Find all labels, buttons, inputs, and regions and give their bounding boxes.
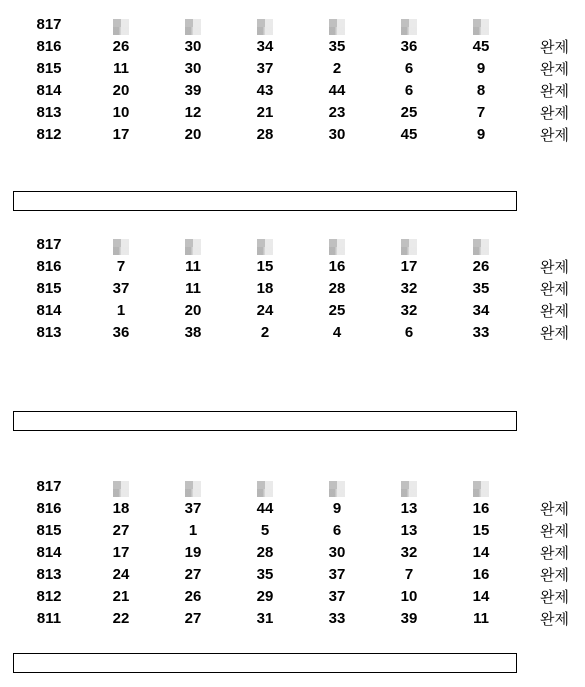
drawn-number: 26 (184, 588, 202, 605)
round-number: 816 (36, 38, 62, 55)
draw-row (0, 278, 585, 300)
status-label: 완제 (540, 522, 569, 540)
drawn-number: 37 (256, 60, 274, 77)
draw-row (0, 322, 585, 344)
drawn-number: 17 (112, 544, 130, 561)
drawn-number: 37 (112, 280, 130, 297)
pixelated-number (473, 239, 489, 255)
pixelated-number (113, 19, 129, 35)
draw-row (0, 124, 585, 146)
pixelated-number (185, 19, 201, 35)
drawn-number: 24 (256, 302, 274, 319)
drawn-number: 14 (472, 544, 490, 561)
drawn-number: 11 (185, 258, 201, 275)
draw-row (0, 564, 585, 586)
masked-row (0, 14, 585, 36)
drawn-number: 17 (400, 258, 418, 275)
drawn-number: 35 (472, 280, 490, 297)
round-number: 813 (36, 566, 62, 583)
drawn-number: 27 (184, 610, 202, 627)
pixelated-number (329, 481, 345, 497)
drawn-number: 10 (400, 588, 418, 605)
round-number: 813 (36, 324, 62, 341)
drawn-number: 15 (472, 522, 490, 539)
drawn-number: 25 (328, 302, 346, 319)
round-number: 814 (36, 544, 62, 561)
drawn-number: 9 (476, 60, 486, 77)
drawn-number: 19 (184, 544, 202, 561)
drawn-number: 35 (256, 566, 274, 583)
round-number: 815 (36, 280, 62, 297)
drawn-number: 25 (400, 104, 418, 121)
round-number: 817 (36, 16, 62, 33)
status-label: 완제 (540, 324, 569, 342)
drawn-number: 9 (332, 500, 342, 517)
drawn-number: 20 (112, 82, 130, 99)
round-number: 817 (36, 236, 62, 253)
status-label: 완제 (540, 280, 569, 298)
drawn-number: 39 (184, 82, 202, 99)
status-label: 완제 (540, 566, 569, 584)
draw-row (0, 520, 585, 542)
round-number: 814 (36, 302, 62, 319)
drawn-number: 26 (472, 258, 490, 275)
drawn-number: 36 (112, 324, 130, 341)
drawn-number: 16 (472, 566, 490, 583)
drawn-number: 18 (112, 500, 130, 517)
drawn-number: 33 (328, 610, 346, 627)
pixelated-number (401, 481, 417, 497)
draw-row (0, 586, 585, 608)
drawn-number: 26 (112, 38, 130, 55)
pixelated-number (473, 19, 489, 35)
drawn-number: 31 (256, 610, 274, 627)
draw-row (0, 58, 585, 80)
draw-row (0, 80, 585, 102)
drawn-number: 18 (256, 280, 274, 297)
drawn-number: 32 (400, 544, 418, 561)
status-label: 완제 (540, 126, 569, 144)
round-number: 817 (36, 478, 62, 495)
pixelated-number (401, 19, 417, 35)
pixelated-number (329, 19, 345, 35)
drawn-number: 14 (472, 588, 490, 605)
drawn-number: 37 (328, 566, 346, 583)
pixelated-number (185, 481, 201, 497)
drawn-number: 15 (256, 258, 274, 275)
drawn-number: 45 (400, 126, 418, 143)
drawn-number: 34 (472, 302, 490, 319)
drawn-number: 27 (184, 566, 202, 583)
status-label: 완제 (540, 588, 569, 606)
drawn-number: 6 (404, 60, 414, 77)
pixelated-number (257, 19, 273, 35)
input-box[interactable] (13, 653, 517, 673)
masked-row (0, 234, 585, 256)
round-number: 812 (36, 126, 62, 143)
drawn-number: 17 (112, 126, 130, 143)
drawn-number: 13 (400, 522, 418, 539)
drawn-number: 30 (184, 60, 202, 77)
drawn-number: 39 (400, 610, 418, 627)
drawn-number: 6 (332, 522, 342, 539)
round-number: 815 (36, 60, 62, 77)
drawn-number: 34 (256, 38, 274, 55)
drawn-number: 30 (328, 126, 346, 143)
draw-row (0, 300, 585, 322)
pixelated-number (185, 239, 201, 255)
drawn-number: 11 (113, 60, 129, 77)
status-label: 완제 (540, 60, 569, 78)
drawn-number: 2 (260, 324, 270, 341)
draw-row (0, 608, 585, 630)
drawn-number: 10 (112, 104, 130, 121)
drawn-number: 20 (184, 302, 202, 319)
drawn-number: 21 (256, 104, 274, 121)
drawn-number: 32 (400, 302, 418, 319)
drawn-number: 36 (400, 38, 418, 55)
drawn-number: 30 (328, 544, 346, 561)
drawn-number: 1 (116, 302, 126, 319)
drawn-number: 7 (116, 258, 126, 275)
drawn-number: 28 (328, 280, 346, 297)
drawn-number: 23 (328, 104, 346, 121)
drawn-number: 29 (256, 588, 274, 605)
drawn-number: 33 (472, 324, 490, 341)
drawn-number: 24 (112, 566, 130, 583)
round-number: 812 (36, 588, 62, 605)
round-number: 816 (36, 500, 62, 517)
pixelated-number (401, 239, 417, 255)
drawn-number: 7 (404, 566, 414, 583)
drawn-number: 44 (256, 500, 274, 517)
input-box[interactable] (13, 191, 517, 211)
drawn-number: 21 (112, 588, 130, 605)
draw-row (0, 256, 585, 278)
pixelated-number (257, 481, 273, 497)
drawn-number: 4 (332, 324, 342, 341)
drawn-number: 45 (472, 38, 490, 55)
drawn-number: 2 (332, 60, 342, 77)
drawn-number: 16 (328, 258, 346, 275)
drawn-number: 37 (328, 588, 346, 605)
drawn-number: 13 (400, 500, 418, 517)
status-label: 완제 (540, 258, 569, 276)
drawn-number: 6 (404, 82, 414, 99)
drawn-number: 8 (476, 82, 486, 99)
drawn-number: 1 (188, 522, 198, 539)
draw-row (0, 36, 585, 58)
pixelated-number (113, 481, 129, 497)
drawn-number: 35 (328, 38, 346, 55)
round-number: 811 (36, 610, 62, 627)
drawn-number: 30 (184, 38, 202, 55)
status-label: 완제 (540, 544, 569, 562)
status-label: 완제 (540, 610, 569, 628)
pixelated-number (329, 239, 345, 255)
masked-row (0, 476, 585, 498)
status-label: 완제 (540, 104, 569, 122)
draw-row (0, 102, 585, 124)
drawn-number: 28 (256, 126, 274, 143)
round-number: 816 (36, 258, 62, 275)
draw-row (0, 542, 585, 564)
drawn-number: 32 (400, 280, 418, 297)
round-number: 814 (36, 82, 62, 99)
drawn-number: 37 (184, 500, 202, 517)
round-number: 815 (36, 522, 62, 539)
drawn-number: 11 (473, 610, 489, 627)
drawn-number: 16 (472, 500, 490, 517)
drawn-number: 7 (476, 104, 486, 121)
drawn-number: 6 (404, 324, 414, 341)
drawn-number: 20 (184, 126, 202, 143)
drawn-number: 38 (184, 324, 202, 341)
drawn-number: 11 (185, 280, 201, 297)
drawn-number: 28 (256, 544, 274, 561)
round-number: 813 (36, 104, 62, 121)
pixelated-number (473, 481, 489, 497)
drawn-number: 12 (184, 104, 202, 121)
pixelated-number (257, 239, 273, 255)
drawn-number: 22 (112, 610, 130, 627)
drawn-number: 43 (256, 82, 274, 99)
status-label: 완제 (540, 82, 569, 100)
status-label: 완제 (540, 500, 569, 518)
drawn-number: 9 (476, 126, 486, 143)
status-label: 완제 (540, 38, 569, 56)
status-label: 완제 (540, 302, 569, 320)
drawn-number: 27 (112, 522, 130, 539)
pixelated-number (113, 239, 129, 255)
drawn-number: 44 (328, 82, 346, 99)
input-box[interactable] (13, 411, 517, 431)
drawn-number: 5 (260, 522, 270, 539)
draw-row (0, 498, 585, 520)
